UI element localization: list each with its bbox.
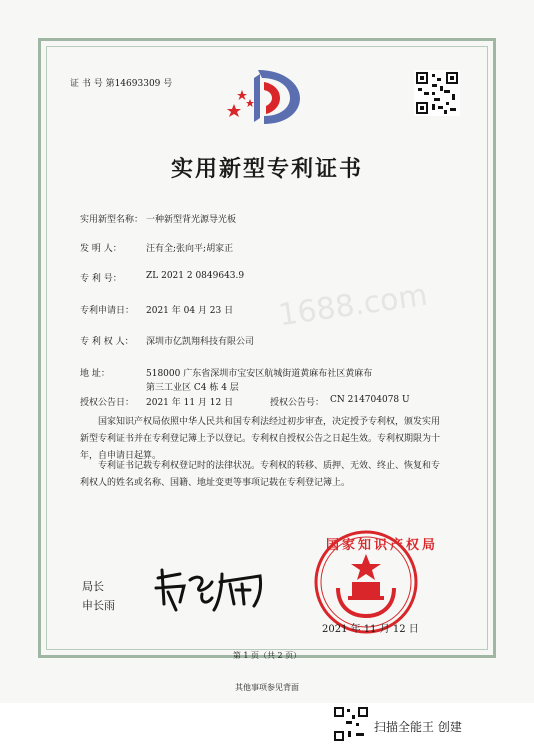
qr-code-icon bbox=[414, 70, 460, 116]
field-label-patent-number: 专 利 号： bbox=[80, 274, 122, 284]
cnipa-logo-icon bbox=[224, 66, 306, 128]
field-label-address: 地 址： bbox=[80, 369, 110, 379]
field-value-grant-number: CN 214704078 U bbox=[330, 395, 410, 405]
field-value-utility-name: 一种新型背光源导光板 bbox=[146, 215, 237, 225]
back-note: 其他事项参见背面 bbox=[235, 683, 299, 692]
field-value-patent-number: ZL 2021 2 0849643.9 bbox=[146, 271, 245, 281]
page-number: 第 1 页（共 2 页） bbox=[232, 651, 302, 660]
scanner-label: 扫描全能王 创建 bbox=[374, 720, 462, 734]
signer-title: 局长 bbox=[82, 580, 104, 593]
paragraph-line: 专利证书记载专利权登记时的法律状况。专利权的转移、质押、无效、终止、恢复和专 bbox=[98, 461, 441, 471]
watermark: 1688.com bbox=[276, 277, 430, 334]
field-label-utility-name: 实用新型名称： bbox=[80, 215, 144, 225]
field-value-address-line2: 第三工业区 C4 栋 4 层 bbox=[146, 383, 239, 393]
field-label-patentee: 专 利 权 人： bbox=[80, 337, 134, 347]
field-label-grant-date: 授权公告日： bbox=[80, 398, 135, 408]
field-value-address: 518000 广东省深圳市宝安区航城街道黄麻布社区黄麻布 bbox=[146, 369, 373, 379]
paragraph-line: 新型专利证书并在专利登记簿上予以登记。专利权自授权公告之日起生效。专利权期限为十 bbox=[80, 434, 441, 444]
document-title: 实用新型专利证书 bbox=[170, 156, 363, 182]
seal-date: 2021 年 11 月 12 日 bbox=[322, 624, 419, 635]
field-label-grant-number: 授权公告号： bbox=[270, 398, 325, 408]
signature-icon bbox=[150, 560, 272, 620]
certificate-number: 证 书 号 第14693309 号 bbox=[70, 79, 173, 89]
field-value-grant-date: 2021 年 11 月 12 日 bbox=[146, 398, 234, 408]
field-value-patentee: 深圳市亿凯翔科技有限公司 bbox=[146, 337, 255, 347]
field-label-filing-date: 专利申请日： bbox=[80, 306, 135, 316]
scanner-qr-icon bbox=[332, 705, 370, 743]
paragraph-line: 利权人的姓名或名称、国籍、地址变更等事项记载在专利登记簿上。 bbox=[80, 478, 351, 488]
field-value-filing-date: 2021 年 04 月 23 日 bbox=[146, 306, 234, 316]
field-value-inventors: 汪有全;张向平;胡家正 bbox=[146, 244, 234, 254]
paragraph-line: 年，自申请日起算。 bbox=[80, 451, 162, 461]
seal-text: 国家知识产权局 bbox=[326, 538, 439, 553]
signer-name: 申长雨 bbox=[82, 599, 115, 612]
paragraph-line: 国家知识产权局依照中华人民共和国专利法经过初步审查，决定授予专利权，颁发实用 bbox=[98, 417, 441, 427]
field-label-inventors: 发 明 人： bbox=[80, 244, 122, 254]
